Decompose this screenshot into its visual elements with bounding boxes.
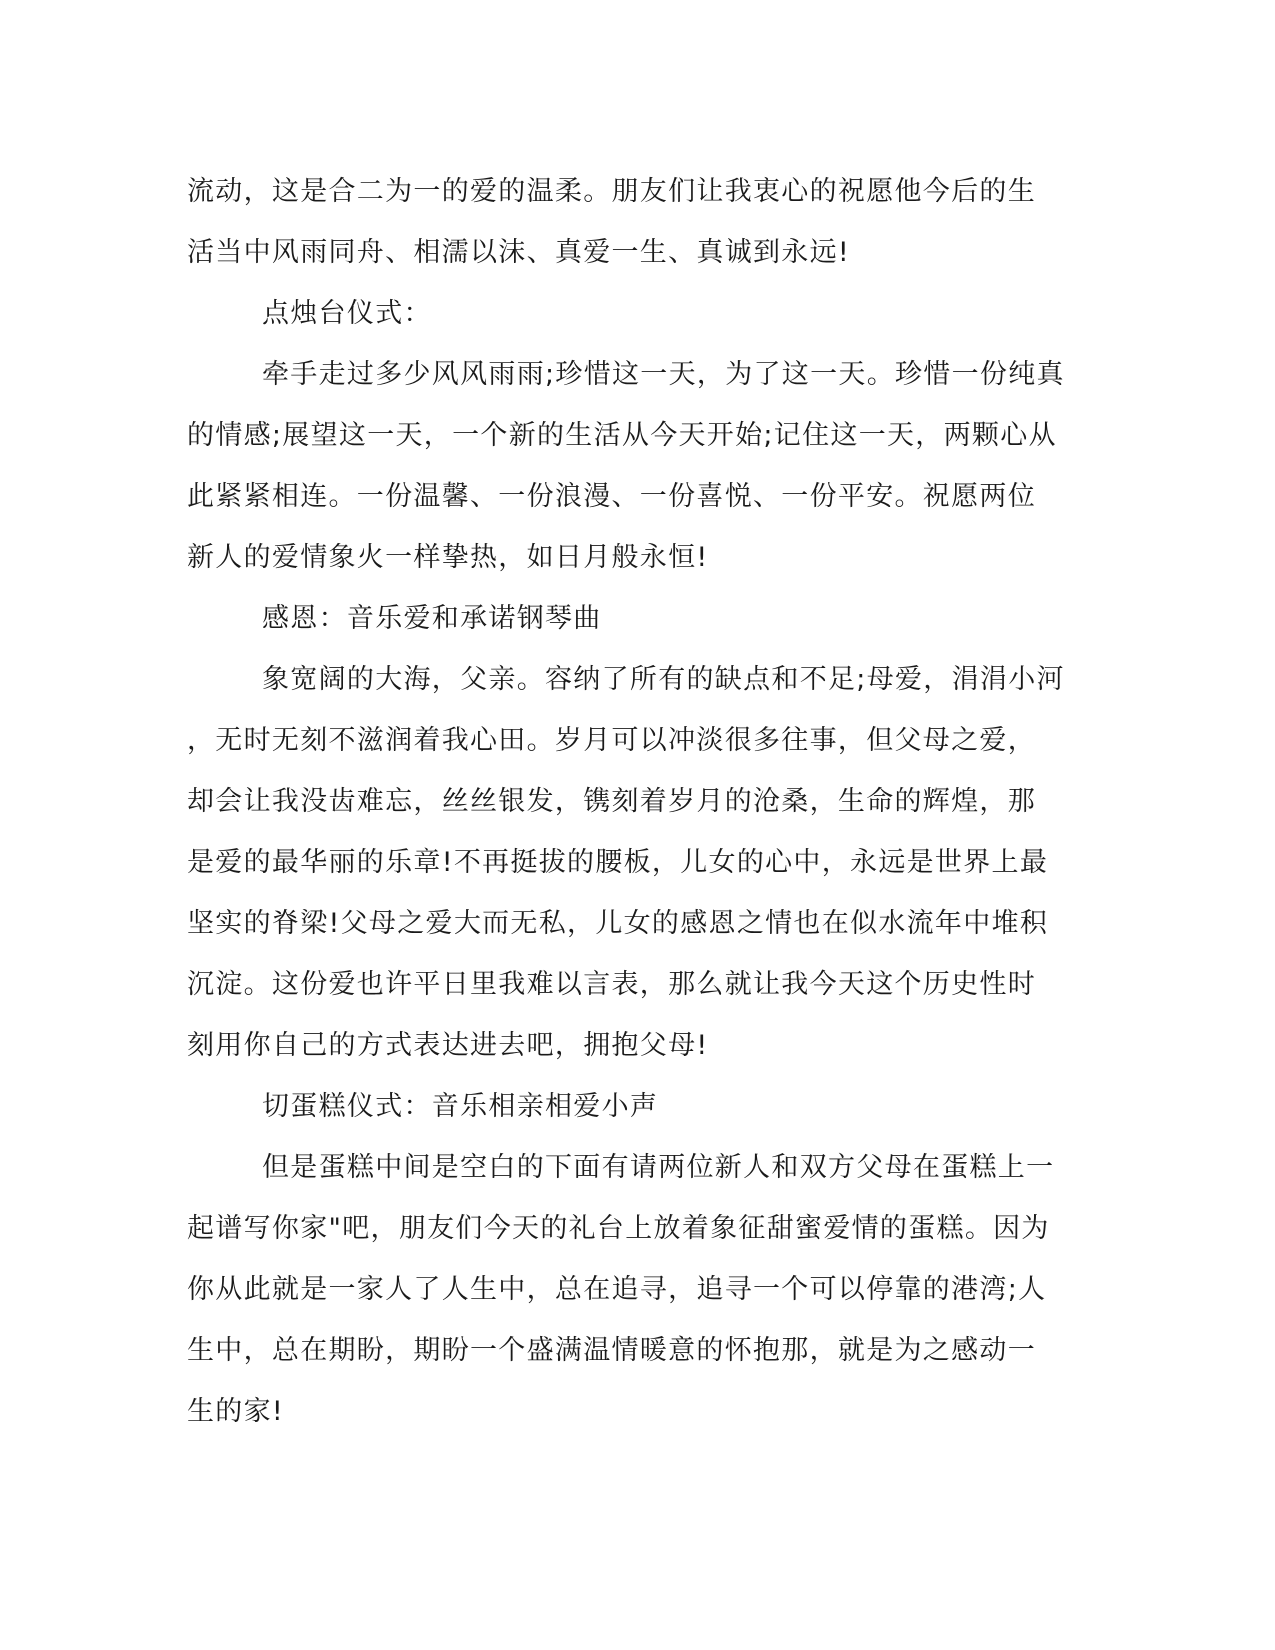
text-line: ，无时无刻不滋润着我心田。岁月可以冲淡很多往事，但父母之爱，: [187, 725, 1036, 756]
text-line: 象宽阔的大海，父亲。容纳了所有的缺点和不足;母爱，涓涓小河: [262, 664, 1065, 695]
text-line: 流动，这是合二为一的爱的温柔。朋友们让我衷心的祝愿他今后的生: [187, 176, 1036, 207]
text-line: 生中，总在期盼，期盼一个盛满温情暖意的怀抱那，就是为之感动一: [187, 1335, 1036, 1366]
text-line: 生的家!: [187, 1396, 285, 1427]
text-line: 刻用你自己的方式表达进去吧，拥抱父母!: [187, 1030, 709, 1061]
text-line: 活当中风雨同舟、相濡以沫、真爱一生、真诚到永远!: [187, 237, 851, 268]
text-line: 你从此就是一家人了人生中，总在追寻，追寻一个可以停靠的港湾;人: [187, 1274, 1047, 1305]
text-line: 是爱的最华丽的乐章!不再挺拔的腰板，儿女的心中，永远是世界上最: [187, 847, 1049, 878]
text-line: 但是蛋糕中间是空白的下面有请两位新人和双方父母在蛋糕上一: [262, 1152, 1055, 1183]
section-heading-cake-ceremony: 切蛋糕仪式：音乐相亲相爱小声: [262, 1091, 659, 1122]
document-body: [187, 161, 1087, 1442]
text-line: 此紧紧相连。一份温馨、一份浪漫、一份喜悦、一份平安。祝愿两位: [187, 481, 1036, 512]
text-line: 坚实的脊梁!父母之爱大而无私，儿女的感恩之情也在似水流年中堆积: [187, 908, 1049, 939]
text-line: 新人的爱情象火一样挚热，如日月般永恒!: [187, 542, 709, 573]
text-line: 起谱写你家"吧，朋友们今天的礼台上放着象征甜蜜爱情的蛋糕。因为: [187, 1213, 1050, 1244]
section-heading-candle-ceremony: 点烛台仪式：: [262, 298, 432, 329]
text-line: 却会让我没齿难忘，丝丝银发，镌刻着岁月的沧桑，生命的辉煌，那: [187, 786, 1036, 817]
section-heading-gratitude: 感恩：音乐爱和承诺钢琴曲: [262, 603, 602, 634]
text-line: 沉淀。这份爱也许平日里我难以言表，那么就让我今天这个历史性时: [187, 969, 1036, 1000]
text-line: 牵手走过多少风风雨雨;珍惜这一天，为了这一天。珍惜一份纯真: [262, 359, 1065, 390]
text-line: 的情感;展望这一天，一个新的生活从今天开始;记住这一天，两颗心从: [187, 420, 1057, 451]
